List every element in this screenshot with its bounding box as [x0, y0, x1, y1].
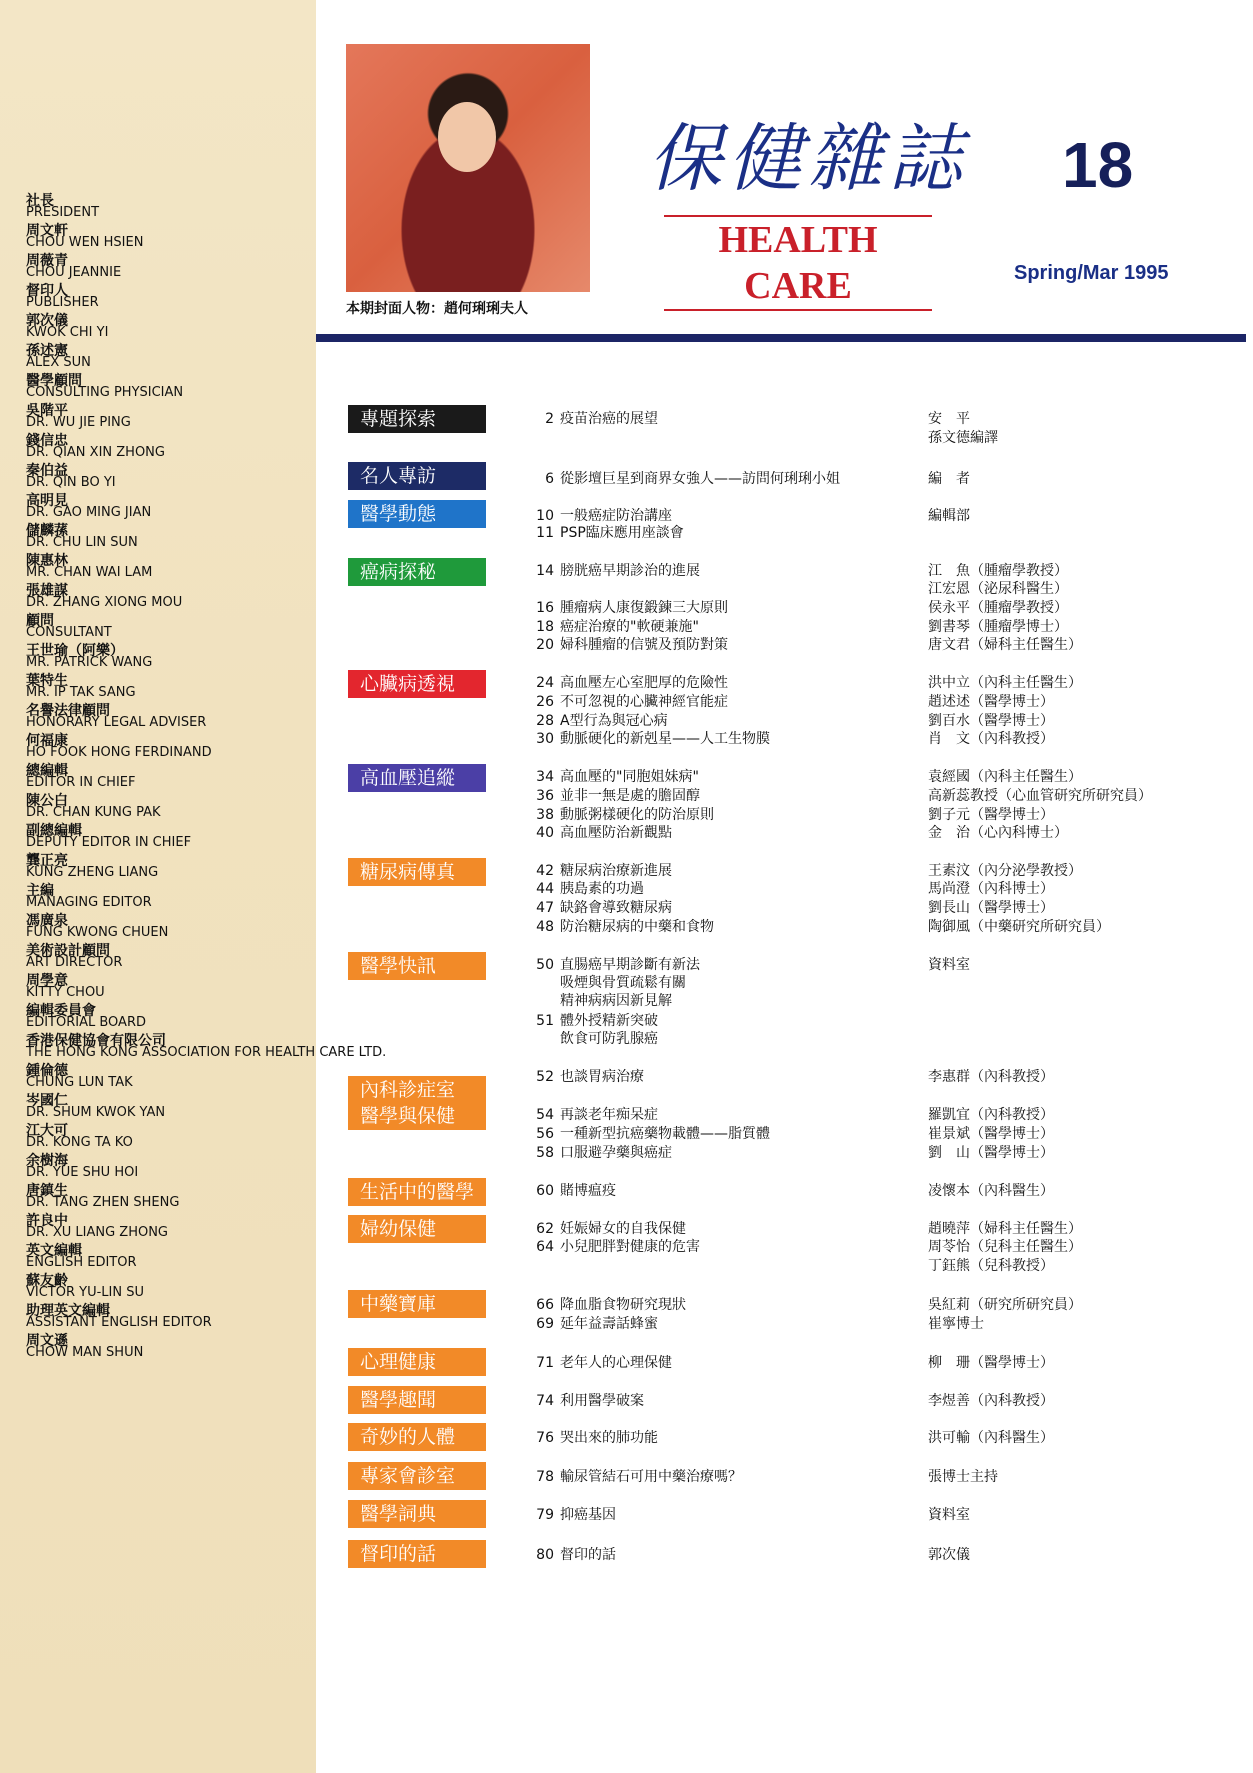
- page-number: 40: [536, 825, 554, 841]
- entry-title: 防治糖尿病的中藥和食物: [560, 919, 714, 935]
- entry-author: 王素汶（內分泌學教授）: [928, 863, 1082, 879]
- staff-en: CHOU WEN HSIEN: [26, 235, 144, 250]
- staff-en: MR. IP TAK SANG: [26, 685, 136, 700]
- staff-en: FUNG KWONG CHUEN: [26, 925, 169, 940]
- entry-title: 妊娠婦女的自我保健: [560, 1221, 686, 1237]
- page-number: 34: [536, 769, 554, 785]
- section-tag: 癌病探秘: [348, 558, 486, 586]
- page-number: 58: [536, 1145, 554, 1161]
- entry-title: 缺鉻會導致糖尿病: [560, 900, 672, 916]
- entry-author: 劉長山（醫學博士）: [928, 900, 1054, 916]
- logo-english: HEALTH CARE: [664, 215, 932, 311]
- toc-entry: [530, 897, 672, 917]
- entry-title: 體外授精新突破: [560, 1013, 658, 1029]
- staff-en: EDITOR IN CHIEF: [26, 775, 136, 790]
- toc-entry: [530, 672, 728, 692]
- entry-title: 胰島素的功過: [560, 881, 644, 897]
- entry-author: 編 者: [928, 471, 970, 487]
- staff-cn: 高明見: [26, 493, 68, 509]
- entry-title: 延年益壽話蜂蜜: [560, 1316, 658, 1332]
- staff-en: HONORARY LEGAL ADVISER: [26, 715, 207, 730]
- toc-entry: [530, 1466, 742, 1486]
- staff-cn: 周文軒: [26, 223, 68, 239]
- staff-en: CONSULTING PHYSICIAN: [26, 385, 184, 400]
- staff-cn: 江大可: [26, 1123, 68, 1139]
- entry-author: 李惠群（內科教授）: [928, 1069, 1054, 1085]
- toc-entry: [530, 822, 672, 842]
- section-tag: 心臟病透視: [348, 670, 486, 698]
- entry-author: 馬尚澄（內科博士）: [928, 881, 1054, 897]
- staff-cn: 龔正亮: [26, 853, 68, 869]
- staff-cn: 顧問: [26, 613, 54, 629]
- entry-author: 劉書琴（腫瘤學博士）: [928, 619, 1068, 635]
- page-number: 30: [536, 731, 554, 747]
- toc-entry: [530, 728, 770, 748]
- page-number: 78: [536, 1469, 554, 1485]
- page-number: 69: [536, 1316, 554, 1332]
- section-tag: 高血壓追縱: [348, 764, 486, 792]
- staff-cn: 陳惠林: [26, 553, 68, 569]
- page-number: 14: [536, 563, 554, 579]
- staff-cn: 編輯委員會: [26, 1003, 96, 1019]
- section-tag: 糖尿病傳真: [348, 858, 486, 886]
- toc-entry: [530, 1104, 658, 1124]
- page-number: 18: [536, 619, 554, 635]
- page-number: 79: [536, 1507, 554, 1523]
- staff-cn: 岑國仁: [26, 1093, 68, 1109]
- entry-author: 吳紅莉（研究所研究員）: [928, 1297, 1082, 1313]
- staff-en: ART DIRECTOR: [26, 955, 123, 970]
- staff-en: ASSISTANT ENGLISH EDITOR: [26, 1315, 212, 1330]
- entry-author: 江 魚（腫瘤學教授）: [928, 563, 1068, 579]
- toc-entry: [530, 634, 728, 654]
- staff-cn: 助理英文編輯: [26, 1303, 110, 1319]
- entry-title: 降血脂食物研究現狀: [560, 1297, 686, 1313]
- entry-author: 安 平: [928, 411, 970, 427]
- toc-entry: [530, 1294, 686, 1314]
- section-tag: 醫學動態: [348, 500, 486, 528]
- toc-entry: [530, 766, 699, 786]
- staff-cn: 香港保健協會有限公司: [26, 1033, 166, 1049]
- entry-title: 疫苗治癌的展望: [560, 411, 658, 427]
- entry-title: 高血壓防治新觀點: [560, 825, 672, 841]
- staff-en: DR. XU LIANG ZHONG: [26, 1225, 169, 1240]
- entry-author: 資料室: [928, 1507, 970, 1523]
- entry-title: PSP臨床應用座談會: [560, 525, 684, 541]
- toc-entry: [530, 860, 672, 880]
- entry-title: 從影壇巨星到商界女強人——訪問何琍琍小姐: [560, 471, 840, 487]
- staff-cn: 周學意: [26, 973, 68, 989]
- staff-en: PUBLISHER: [26, 295, 99, 310]
- issue-number: 18: [1062, 129, 1134, 201]
- entry-title: 飲食可防乳腺癌: [560, 1031, 658, 1047]
- staff-cn: 何福康: [26, 733, 68, 749]
- page-number: 47: [536, 900, 554, 916]
- entry-author: 劉子元（醫學博士）: [928, 807, 1054, 823]
- staff-cn: 儲麟蓀: [26, 523, 68, 539]
- page-number: 74: [536, 1393, 554, 1409]
- section-tag: 專家會診室: [348, 1462, 486, 1490]
- section-tag: 醫學與保健: [348, 1102, 486, 1130]
- toc-entry: [530, 990, 672, 1010]
- staff-en: EDITORIAL BOARD: [26, 1015, 146, 1030]
- staff-cn: 鍾倫德: [26, 1063, 68, 1079]
- toc-entry: [530, 1218, 686, 1238]
- toc-entry: [530, 954, 700, 974]
- entry-title: 動脈粥樣硬化的防治原則: [560, 807, 714, 823]
- entry-author: 張博士主持: [928, 1469, 998, 1485]
- staff-en: DEPUTY EDITOR IN CHIEF: [26, 835, 192, 850]
- section-tag: 婦幼保健: [348, 1215, 486, 1243]
- staff-cn: 周薇青: [26, 253, 68, 269]
- staff-cn: 蘇友齡: [26, 1273, 68, 1289]
- staff-en: KWOK CHI YI: [26, 325, 109, 340]
- toc-entry: [530, 1427, 658, 1447]
- staff-en: CONSULTANT: [26, 625, 112, 640]
- toc-entry: [530, 1180, 616, 1200]
- toc-entry: [530, 522, 684, 542]
- toc-entry: [530, 785, 700, 805]
- entry-author: 丁鈺熊（兒科教授）: [928, 1258, 1054, 1274]
- staff-cn: 錢信忠: [26, 433, 68, 449]
- entry-title: 癌症治療的"軟硬兼施": [560, 619, 699, 635]
- staff-en: MR. CHAN WAI LAM: [26, 565, 153, 580]
- page-number: 56: [536, 1126, 554, 1142]
- staff-en: KITTY CHOU: [26, 985, 105, 1000]
- entry-author: 資料室: [928, 957, 970, 973]
- section-tag: 醫學快訊: [348, 952, 486, 980]
- entry-title: 吸煙與骨質疏鬆有關: [560, 975, 686, 991]
- entry-title: 糖尿病治療新進展: [560, 863, 672, 879]
- toc-entry: [530, 1352, 672, 1372]
- page-number: 10: [536, 508, 554, 524]
- toc-entry: [530, 616, 699, 636]
- staff-en: DR. GAO MING JIAN: [26, 505, 152, 520]
- section-tag: 奇妙的人體: [348, 1423, 486, 1451]
- staff-cn: 孫述憲: [26, 343, 68, 359]
- logo-chinese: 保健雜誌: [648, 116, 968, 202]
- entry-title: 利用醫學破案: [560, 1393, 644, 1409]
- toc-entry: [530, 1313, 658, 1333]
- toc-entry: [530, 1544, 616, 1564]
- toc-entry: [530, 878, 644, 898]
- page-number: 50: [536, 957, 554, 973]
- staff-en: ALEX SUN: [26, 355, 91, 370]
- entry-title: 抑癌基因: [560, 1507, 616, 1523]
- page-number: 38: [536, 807, 554, 823]
- entry-author: 周苓怡（兒科主任醫生）: [928, 1239, 1082, 1255]
- staff-en: DR. QIN BO YI: [26, 475, 116, 490]
- staff-cn: 名譽法律顧問: [26, 703, 110, 719]
- toc-entry: [530, 1236, 700, 1256]
- staff-cn: 督印人: [26, 283, 68, 299]
- staff-en: CHUNG LUN TAK: [26, 1075, 133, 1090]
- entry-title: 哭出來的肺功能: [560, 1430, 658, 1446]
- page-number: 62: [536, 1221, 554, 1237]
- staff-cn: 馮廣泉: [26, 913, 68, 929]
- toc-entry: [530, 1123, 770, 1143]
- entry-author: 唐文君（婦科主任醫生）: [928, 637, 1082, 653]
- entry-title: 一般癌症防治講座: [560, 508, 672, 524]
- page-number: 44: [536, 881, 554, 897]
- toc-entry: [530, 1066, 644, 1086]
- toc-entry: [530, 1010, 658, 1030]
- page-number: 64: [536, 1239, 554, 1255]
- staff-cn: 余樹海: [26, 1153, 68, 1169]
- staff-en: CHOW MAN SHUN: [26, 1345, 144, 1360]
- staff-cn: 郭次儀: [26, 313, 68, 329]
- entry-title: 不可忽視的心臟神經官能症: [560, 694, 728, 710]
- toc-entry: [530, 1142, 672, 1162]
- entry-title: 再談老年痴呆症: [560, 1107, 658, 1123]
- section-tag: 醫學詞典: [348, 1500, 486, 1528]
- staff-cn: 葉特生: [26, 673, 68, 689]
- entry-title: 一種新型抗癌藥物載體——脂質體: [560, 1126, 770, 1142]
- entry-author: 柳 珊（醫學博士）: [928, 1355, 1054, 1371]
- entry-author: 崔寧博士: [928, 1316, 984, 1332]
- staff-cn: 周文遜: [26, 1333, 68, 1349]
- entry-author: 江宏恩（泌尿科醫生）: [928, 581, 1068, 597]
- staff-cn: 吳階平: [26, 403, 68, 419]
- entry-title: 膀胱癌早期診治的進展: [560, 563, 700, 579]
- toc-entry: [530, 597, 728, 617]
- staff-en: DR. WU JIE PING: [26, 415, 131, 430]
- entry-title: 高血壓左心室肥厚的危險性: [560, 675, 728, 691]
- entry-title: 輸尿管結石可用中藥治療嗎？: [560, 1469, 742, 1485]
- staff-en: VICTOR YU-LIN SU: [26, 1285, 144, 1300]
- section-tag: 內科診症室: [348, 1076, 486, 1104]
- page-number: 28: [536, 713, 554, 729]
- section-tag: 專題探索: [348, 405, 486, 433]
- cover-photo: [346, 44, 590, 292]
- entry-author: 侯永平（腫瘤學教授）: [928, 600, 1068, 616]
- page-number: 26: [536, 694, 554, 710]
- section-tag: 中藥寶庫: [348, 1290, 486, 1318]
- staff-en: MR. PATRICK WANG: [26, 655, 153, 670]
- page-number: 42: [536, 863, 554, 879]
- entry-author: 劉百水（醫學博士）: [928, 713, 1054, 729]
- page-number: 71: [536, 1355, 554, 1371]
- staff-en: DR. YUE SHU HOI: [26, 1165, 139, 1180]
- entry-title: 督印的話: [560, 1547, 616, 1563]
- entry-author: 袁經國（內科主任醫生）: [928, 769, 1082, 785]
- entry-author: 洪可輸（內科醫生）: [928, 1430, 1054, 1446]
- entry-title: 賭博瘟疫: [560, 1183, 616, 1199]
- entry-author: 肖 文（內科教授）: [928, 731, 1054, 747]
- toc-entry: [530, 710, 668, 730]
- page-number: 51: [536, 1013, 554, 1029]
- toc-entry: [530, 1504, 616, 1524]
- entry-title: 腫瘤病人康復鍛鍊三大原則: [560, 600, 728, 616]
- page-number: 16: [536, 600, 554, 616]
- entry-author: 高新蕊教授（心血管研究所研究員）: [928, 788, 1152, 804]
- entry-title: 動脈硬化的新剋星——人工生物膜: [560, 731, 770, 747]
- entry-title: 婦科腫瘤的信號及預防對策: [560, 637, 728, 653]
- staff-cn: 醫學顧問: [26, 373, 82, 389]
- entry-author: 金 治（心內科博士）: [928, 825, 1068, 841]
- page-number: 2: [545, 411, 554, 427]
- cover-caption: 本期封面人物：趙何琍琍夫人: [346, 301, 528, 317]
- entry-title: 高血壓的"同胞姐妹病": [560, 769, 699, 785]
- staff-cn: 副總編輯: [26, 823, 82, 839]
- page-number: 54: [536, 1107, 554, 1123]
- entry-author: 孫文德編譯: [928, 430, 998, 446]
- staff-en: CHOU JEANNIE: [26, 265, 122, 280]
- staff-cn: 總編輯: [26, 763, 68, 779]
- staff-cn: 秦伯益: [26, 463, 68, 479]
- header-rule: [316, 334, 1246, 342]
- entry-title: 也談胃病治療: [560, 1069, 644, 1085]
- entry-author: 趙述述（醫學博士）: [928, 694, 1054, 710]
- staff-cn: 陳公白: [26, 793, 68, 809]
- page-number: 6: [545, 471, 554, 487]
- entry-title: 直腸癌早期診斷有新法: [560, 957, 700, 973]
- staff-cn: 唐鎮生: [26, 1183, 68, 1199]
- staff-en: DR. QIAN XIN ZHONG: [26, 445, 165, 460]
- page-number: 20: [536, 637, 554, 653]
- entry-title: 精神病病因新見解: [560, 993, 672, 1009]
- section-tag: 醫學趣聞: [348, 1386, 486, 1414]
- page-number: 60: [536, 1183, 554, 1199]
- staff-en: HO FOOK HONG FERDINAND: [26, 745, 212, 760]
- staff-cn: 主編: [26, 883, 54, 899]
- entry-author: 趙曉萍（婦科主任醫生）: [928, 1221, 1082, 1237]
- staff-en: KUNG ZHENG LIANG: [26, 865, 159, 880]
- entry-title: A型行為與冠心病: [560, 713, 668, 729]
- entry-title: 口服避孕藥與癌症: [560, 1145, 672, 1161]
- page-number: 11: [536, 525, 554, 541]
- staff-en: MANAGING EDITOR: [26, 895, 152, 910]
- staff-cn: 社長: [26, 193, 54, 209]
- entry-author: 凌懷本（內科醫生）: [928, 1183, 1054, 1199]
- page-number: 52: [536, 1069, 554, 1085]
- page-number: 76: [536, 1430, 554, 1446]
- toc-entry: [530, 804, 714, 824]
- staff-en: DR. SHUM KWOK YAN: [26, 1105, 166, 1120]
- staff-en: PRESIDENT: [26, 205, 100, 220]
- page-number: 80: [536, 1547, 554, 1563]
- entry-author: 劉 山（醫學博士）: [928, 1145, 1054, 1161]
- staff-cn: 王世瑜（阿樂）: [26, 643, 124, 659]
- staff-en: DR. KONG TA KO: [26, 1135, 133, 1150]
- toc-entry: [530, 468, 840, 488]
- staff-cn: 張雄謀: [26, 583, 68, 599]
- staff-en: DR. CHAN KUNG PAK: [26, 805, 161, 820]
- staff-en: ENGLISH EDITOR: [26, 1255, 137, 1270]
- entry-author: 李煜善（內科教授）: [928, 1393, 1054, 1409]
- toc-entry: [530, 408, 658, 428]
- section-tag: 生活中的醫學: [348, 1178, 486, 1206]
- page-number: 48: [536, 919, 554, 935]
- entry-author: 洪中立（內科主任醫生）: [928, 675, 1082, 691]
- entry-author: 郭次儀: [928, 1547, 970, 1563]
- staff-cn: 美術設計顧問: [26, 943, 110, 959]
- section-tag: 名人專訪: [348, 462, 486, 490]
- cover-face: [438, 102, 496, 172]
- entry-title: 小兒肥胖對健康的危害: [560, 1239, 700, 1255]
- entry-title: 老年人的心理保健: [560, 1355, 672, 1371]
- toc-entry: [530, 560, 700, 580]
- section-tag: 心理健康: [348, 1348, 486, 1376]
- page-number: 36: [536, 788, 554, 804]
- toc-entry: [530, 1390, 644, 1410]
- staff-en: DR. TANG ZHEN SHENG: [26, 1195, 180, 1210]
- staff-en: DR. ZHANG XIONG MOU: [26, 595, 183, 610]
- page-number: 66: [536, 1297, 554, 1313]
- entry-author: 陶御風（中藥研究所研究員）: [928, 919, 1110, 935]
- toc-entry: [530, 1028, 658, 1048]
- staff-en: DR. CHU LIN SUN: [26, 535, 138, 550]
- toc-entry: [530, 972, 686, 992]
- entry-author: 編輯部: [928, 508, 970, 524]
- toc-entry: [530, 916, 714, 936]
- toc-entry: [530, 691, 728, 711]
- section-tag: 督印的話: [348, 1540, 486, 1568]
- entry-author: 羅凱宜（內科教授）: [928, 1107, 1054, 1123]
- staff-en: THE HONG KONG ASSOCIATION FOR HEALTH CARE LTD.: [26, 1045, 387, 1060]
- entry-author: 崔景斌（醫學博士）: [928, 1126, 1054, 1142]
- issue-date: Spring/Mar 1995: [1014, 262, 1169, 284]
- staff-cn: 許良中: [26, 1213, 68, 1229]
- staff-cn: 英文編輯: [26, 1243, 82, 1259]
- entry-title: 並非一無是處的膽固醇: [560, 788, 700, 804]
- page-number: 24: [536, 675, 554, 691]
